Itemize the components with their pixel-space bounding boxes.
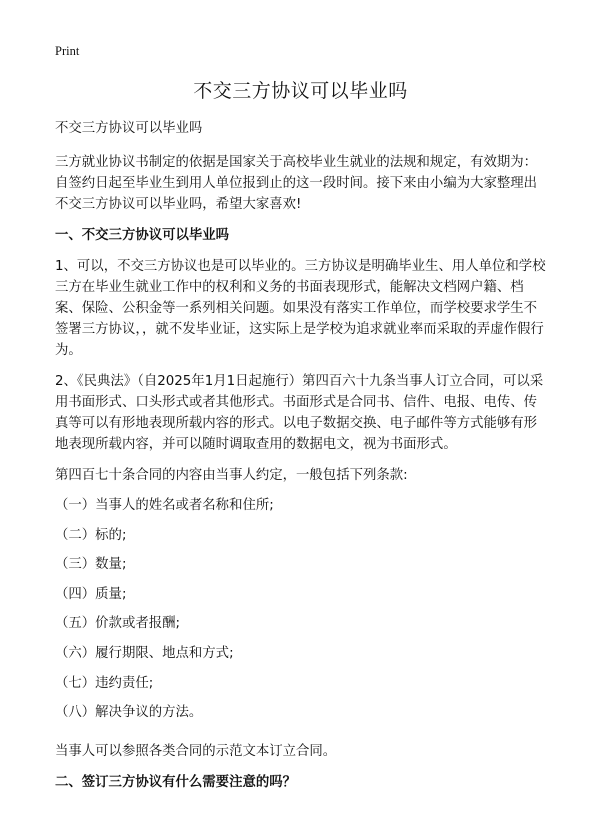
paragraph-2: 2、《民典法》（自2025年1月1日起施行）第四百六十九条当事人订立合同，可以采用书面形式、口头形式或者其他形式。书面形式是合同书、信件、电报、电传、传真等可以有形地表现所载内容的形式。以电子数据交换、电子邮件等方式能够有形地表现所载内容，并可以随时调取查用的数据电文，视为书面形式。: [55, 374, 544, 452]
list-item: （二）标的;: [55, 527, 127, 543]
article-subtitle: 不交三方协议可以毕业吗: [55, 121, 203, 136]
list-item: （七）违约责任;: [55, 675, 154, 691]
page-title: 不交三方协议可以毕业吗: [193, 80, 408, 102]
list-item: （六）履行期限、地点和方式;: [55, 645, 234, 661]
intro-paragraph: 三方就业协议书制定的依据是国家关于高校毕业生就业的法规和规定，有效期为：自签约日起至毕业生到用人单位报到止的这一段时间。接下来由小编为大家整理出不交三方协议可以毕业吗，希望大家喜欢!: [55, 155, 538, 212]
section-heading-2: 二、签订三方协议有什么需要注意的吗？: [55, 774, 297, 790]
section-heading-1: 一、不交三方协议可以毕业吗: [55, 228, 230, 243]
clause-list: [55, 495, 546, 732]
paragraph-3: 第四百七十条合同的内容由当事人约定，一般包括下列条款:: [55, 468, 408, 483]
paragraph-1: 1、可以，不交三方协议也是可以毕业的。三方协议是明确毕业生、用人单位和学校三方在毕业生就业工作中的权利和义务的书面表现形式，能解决文档网户籍、档案、保险、公积金等一系列相关问题。如果没有落实工作单位，而学校要求学生不签署三方协议，，就不发毕业证，这实际上是学校为追求就业率而采取的弄虚作假行为。: [55, 259, 546, 358]
list-item: （一）当事人的姓名或者名称和住所;: [55, 498, 274, 513]
list-item: （八）解决争议的方法。: [55, 705, 203, 721]
closing-paragraph: 当事人可以参照各类合同的示范文本订立合同。: [55, 743, 337, 759]
list-item: （五）价款或者报酬;: [55, 616, 181, 632]
list-item: （四）质量;: [55, 586, 127, 602]
print-link[interactable]: Print: [55, 44, 80, 58]
list-item: （三）数量;: [55, 557, 127, 573]
